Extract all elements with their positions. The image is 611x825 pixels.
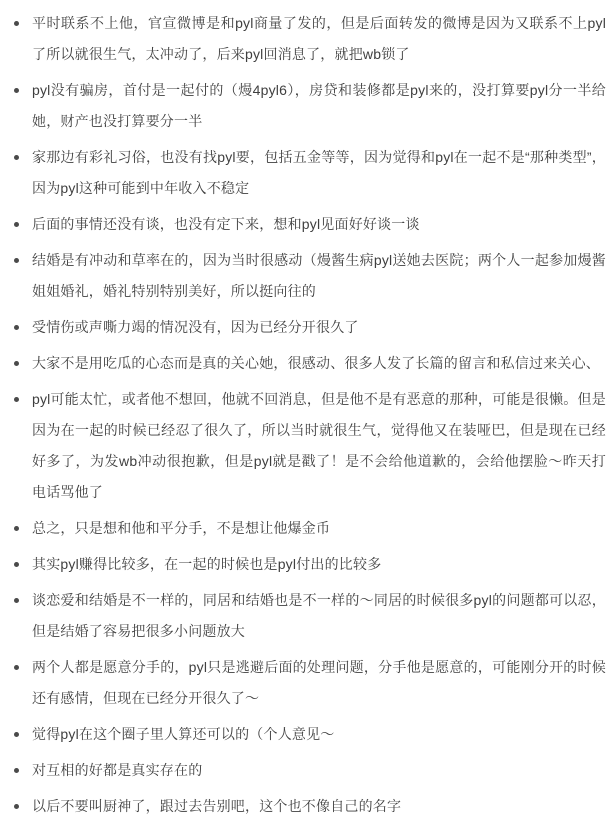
- list-item: [0, 585, 606, 647]
- list-item-text: 平时联系不上他，官宣微博是和pyl商量了发的，但是后面转发的微博是因为又联系不上pyl了所以就很生气，太冲动了，后来pyl回消息了，就把wb锁了: [32, 15, 606, 62]
- bullet-icon: [14, 804, 19, 809]
- bullet-icon: [14, 258, 19, 263]
- list-item-text: 家那边有彩礼习俗，也没有找pyl要，包括五金等等，因为觉得和pyl在一起不是“那种类型”，因为pyl这种可能到中年收入不稳定: [32, 149, 606, 196]
- list-item-text: 大家不是用吃瓜的心态而是真的关心她，很感动、很多人发了长篇的留言和私信过来关心、: [32, 355, 600, 371]
- list-item: [0, 755, 606, 786]
- bullet-icon: [14, 88, 19, 93]
- list-item: [0, 142, 606, 204]
- list-item: [0, 209, 606, 240]
- list-item-text: 受情伤或声嘶力竭的情况没有，因为已经分开很久了: [32, 319, 359, 335]
- list-item-text: pyl可能太忙，或者他不想回，他就不回消息，但是他不是有恶意的那种，可能是很懒。但是因为在一起的时候已经忍了很久了，所以当时就很生气，觉得他又在装哑巴，但是现在已经好多了，为发wb冲动很抱歉，但是pyl就是戳了！是不会给他道歉的，会给他摆脸～昨天打电话骂他了: [32, 391, 606, 500]
- bullet-icon: [14, 397, 19, 402]
- list-item: [0, 652, 606, 714]
- bullet-icon: [14, 361, 19, 366]
- list-item: [0, 348, 606, 379]
- bullet-icon: [14, 562, 19, 567]
- list-item-text: 其实pyl赚得比较多，在一起的时候也是pyl付出的比较多: [32, 556, 382, 572]
- list-item: [0, 549, 606, 580]
- list-item: [0, 384, 606, 508]
- bullet-icon: [14, 325, 19, 330]
- list-item-text: 两个人都是愿意分手的，pyl只是逃避后面的处理问题，分手他是愿意的，可能刚分开的时候还有感情，但现在已经分开很久了～: [32, 659, 606, 706]
- bullet-icon: [14, 598, 19, 603]
- list-item-text: 对互相的好都是真实存在的: [32, 762, 203, 778]
- list-item: [0, 312, 606, 343]
- bullet-icon: [14, 155, 19, 160]
- bullet-icon: [14, 665, 19, 670]
- bullet-icon: [14, 222, 19, 227]
- list-item-text: 觉得pyl在这个圈子里人算还可以的（个人意见～: [32, 726, 335, 742]
- list-item-text: 以后不要叫厨神了，跟过去告别吧，这个也不像自己的名字: [32, 798, 402, 814]
- list-item-text: pyl没有骗房，首付是一起付的（熳4pyl6），房贷和装修都是pyl来的，没打算要pyl分一半给她，财产也没打算要分一半: [32, 82, 606, 129]
- bullet-icon: [14, 526, 19, 531]
- list-item-text: 结婚是有冲动和草率在的，因为当时很感动（熳酱生病pyl送她去医院；两个人一起参加熳酱姐姐婚礼，婚礼特别特别美好，所以挺向往的: [32, 252, 606, 299]
- list-item: [0, 513, 606, 544]
- bullet-icon: [14, 21, 19, 26]
- bullet-icon: [14, 732, 19, 737]
- list-item: [0, 75, 606, 137]
- list-item: [0, 719, 606, 750]
- list-item: [0, 245, 606, 307]
- list-item-text: 后面的事情还没有谈，也没有定下来，想和pyl见面好好谈一谈: [32, 216, 420, 232]
- list-item-text: 谈恋爱和结婚是不一样的，同居和结婚也是不一样的～同居的时候很多pyl的问题都可以忍，但是结婚了容易把很多小问题放大: [32, 592, 606, 639]
- list-item-text: 总之，只是想和他和平分手，不是想让他爆金币: [32, 520, 331, 536]
- list-item: [0, 791, 606, 822]
- bullet-icon: [14, 768, 19, 773]
- list-item: [0, 8, 606, 70]
